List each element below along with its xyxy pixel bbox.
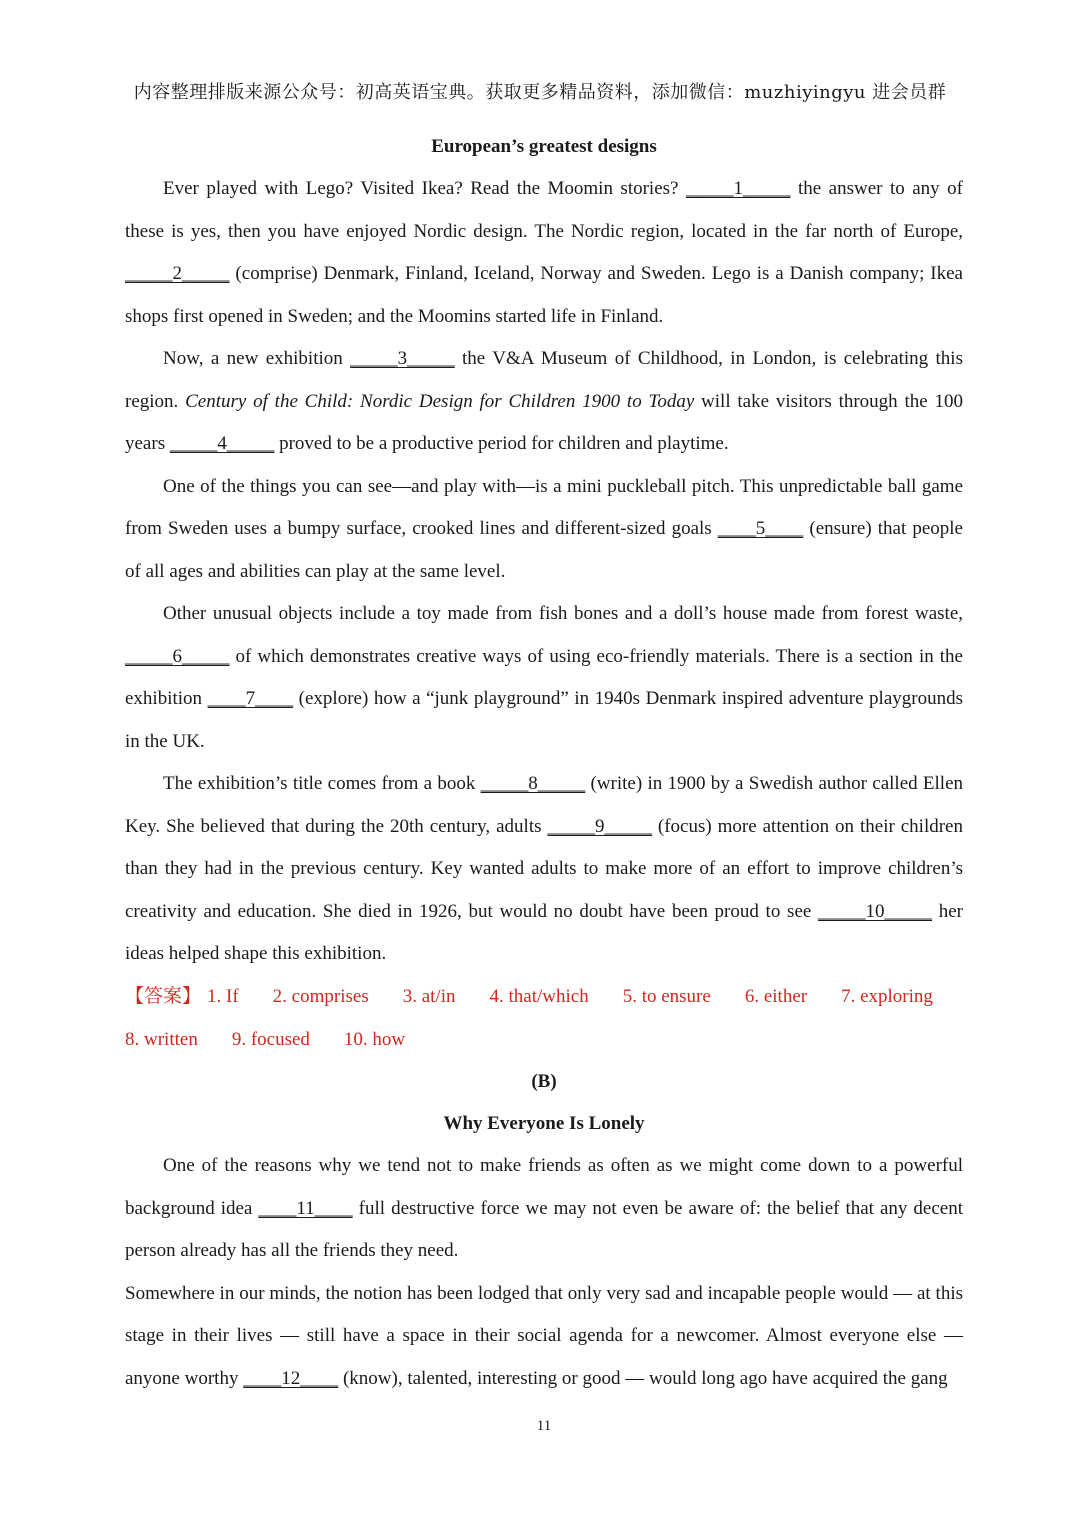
book-title: Century of the Child: Nordic Design for Children 1900 to Today	[185, 390, 695, 412]
section-b-title: Why Everyone Is Lonely	[443, 1113, 645, 1134]
text-run: The exhibition’s title comes from a book	[163, 773, 481, 794]
blank-6[interactable]: _____6_____	[125, 645, 230, 667]
text-run: her ideas helped shape this exhibition.	[125, 900, 964, 964]
section-b-body	[125, 1145, 963, 1400]
blank-8[interactable]: _____8_____	[480, 773, 586, 794]
section-a-title: European’s greatest designs	[431, 136, 657, 157]
text-run: proved to be a productive period for children and playtime.	[274, 433, 729, 454]
text-run: Ever played with Lego? Visited Ikea? Read the Moomin stories?	[163, 178, 686, 199]
text-run: (explore) how a “junk playground” in 1940s Denmark inspired adventure playgrounds in the UK.	[125, 688, 963, 752]
section-a-body	[125, 168, 963, 976]
text-run: Somewhere in our minds, the notion has been lodged that only very sad and incapable people would — at this stage in their lives — still have a space in their social agenda for a newcomer. Almost everyone else — anyone worthy	[125, 1282, 963, 1389]
text-run: the answer to any of these is yes, then you have enjoyed Nordic design. The Nordic region, located in the far north of Europe,	[125, 178, 963, 242]
answer-item: 10. how	[343, 1028, 406, 1050]
blank-5[interactable]: ____5____	[717, 518, 804, 539]
text-run: (know), talented, interesting or good — would long ago have acquired the gang	[338, 1367, 948, 1389]
blank-3[interactable]: _____3_____	[350, 348, 455, 369]
paragraph-5	[125, 763, 963, 976]
text-run: (write) in 1900 by a Swedish author called Ellen Key. She believed that during the 20th century, adults	[125, 773, 964, 837]
answer-item: 4. that/which	[489, 986, 589, 1007]
section-b-marker: (B)	[531, 1071, 557, 1092]
header-notice: 内容整理排版来源公众号：初高英语宝典。获取更多精品资料，添加微信：muzhiyingyu 进会员群	[133, 82, 947, 103]
paragraph-1	[125, 168, 963, 338]
blank-1[interactable]: _____1_____	[685, 178, 791, 199]
blank-10[interactable]: _____10_____	[818, 900, 933, 922]
text-run: Other unusual objects include a toy made from fish bones and a doll’s house made from forest waste,	[163, 603, 963, 624]
answer-item: 1. If	[207, 986, 239, 1007]
text-run: (focus) more attention on their children than they had in the previous century. Key wanted adults to make more of an effort to improve children’s creativity and education. She died in 1926, but would no doubt have been proud to see	[125, 815, 963, 922]
blank-7[interactable]: ____7____	[207, 688, 294, 709]
page-number: 11	[536, 1418, 552, 1434]
text-run: full destructive force we may not even be aware of: the belief that any decent person already has all the friends they need.	[125, 1197, 964, 1261]
paragraph-4	[125, 593, 963, 763]
answer-item: 5. to ensure	[622, 986, 711, 1007]
text-run: Now, a new exhibition	[163, 348, 351, 369]
text-run: One of the reasons why we tend not to make friends as often as we might come down to a powerful background idea	[125, 1155, 963, 1219]
blank-12[interactable]: ____12____	[243, 1367, 339, 1389]
answer-label: 【答案】	[125, 985, 202, 1007]
blank-11[interactable]: ____11____	[258, 1197, 353, 1219]
answer-item: 7. exploring	[841, 986, 933, 1007]
answer-item: 8. written	[125, 1028, 198, 1050]
answer-item: 2. comprises	[272, 986, 369, 1007]
text-run: One of the things you can see—and play with—is a mini puckleball pitch. This unpredictable ball game from Sweden uses a bumpy surface, crooked lines and different-sized goals	[125, 475, 963, 539]
text-run: the V&A Museum of Childhood, in London, is celebrating this region.	[125, 348, 963, 412]
paragraph-b1	[125, 1145, 963, 1273]
blank-9[interactable]: _____9_____	[547, 815, 652, 837]
blank-2[interactable]: _____2_____	[125, 263, 230, 284]
text-run: of which demonstrates creative ways of using eco-friendly materials. There is a section in the exhibition	[125, 645, 963, 709]
paragraph-b2	[125, 1273, 963, 1401]
answer-item: 9. focused	[231, 1028, 310, 1050]
text-run: (comprise) Denmark, Finland, Iceland, Norway and Sweden. Lego is a Danish company; Ikea shops first opened in Sweden; and the Moomins started life in Finland.	[125, 263, 963, 327]
answer-item: 3. at/in	[402, 986, 456, 1007]
text-run: will take visitors through the 100 years	[125, 390, 963, 454]
text-run: (ensure) that people of all ages and abilities can play at the same level.	[125, 518, 963, 582]
paragraph-3	[125, 466, 963, 594]
blank-4[interactable]: _____4_____	[169, 433, 275, 454]
paragraph-2	[125, 338, 963, 466]
answer-item: 6. either	[744, 986, 808, 1007]
answer-key	[125, 975, 985, 1061]
